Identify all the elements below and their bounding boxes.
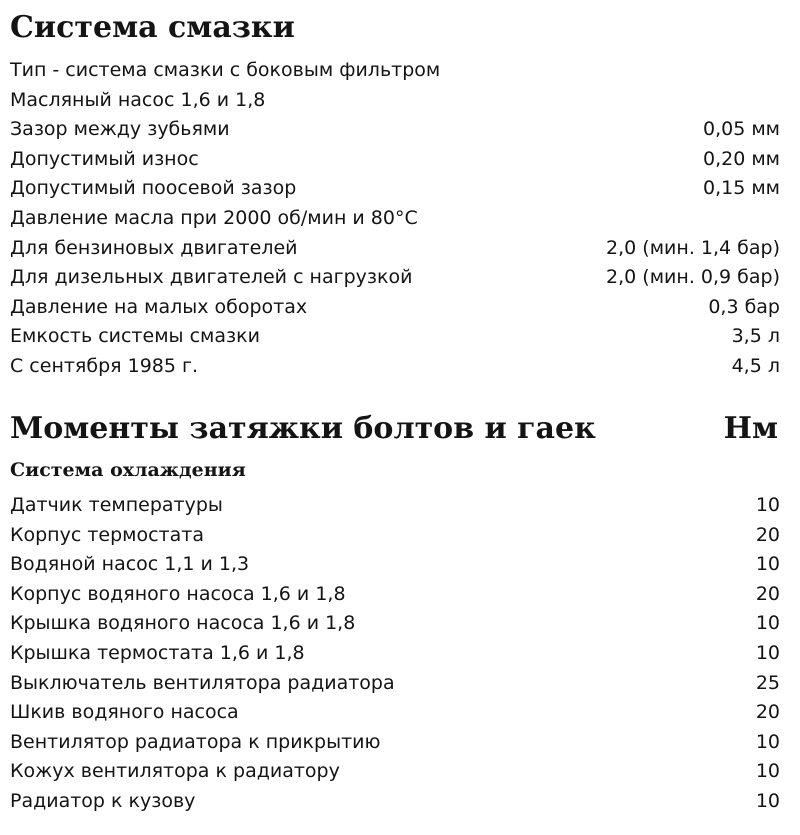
spec-label: Вентилятор радиатора к прикрытию [10,730,381,753]
spec-value: 10 [755,730,780,753]
spec-value: 2,0 (мин. 1,4 бар) [606,236,780,259]
spec-value: 2,0 (мин. 0,9 бар) [606,266,780,289]
spec-value: 10 [755,789,780,812]
spec-label: Давление масла при 2000 об/мин и 80°С [10,206,418,229]
spec-row [10,609,780,639]
spec-row [10,639,780,669]
spec-value: 20 [755,523,780,546]
spec-value: 10 [755,641,780,664]
spec-label: Емкость системы смазки [10,325,260,348]
spec-value: 20 [755,701,780,724]
spec-row [10,56,780,86]
spec-row [10,322,780,352]
spec-row [10,115,780,145]
spec-label: Выключатель вентилятора радиатора [10,671,395,694]
spec-value: 20 [755,582,780,605]
spec-value: 3,5 л [731,325,780,348]
torque-spec-list [10,491,780,817]
spec-row [10,234,780,264]
spec-label: Шкив водяного насоса [10,701,239,724]
spec-label: Крышка термостата 1,6 и 1,8 [10,641,305,664]
spec-label: Радиатор к кузову [10,789,196,812]
spec-value: 10 [755,553,780,576]
spec-label: Зазор между зубьями [10,118,230,141]
spec-label: Допустимый износ [10,147,199,170]
spec-row [10,669,780,699]
spec-value: 10 [755,760,780,783]
spec-value: 10 [755,612,780,635]
spec-row [10,263,780,293]
spec-row [10,757,780,787]
spec-label: Корпус водяного насоса 1,6 и 1,8 [10,582,346,605]
spec-row [10,86,780,116]
spec-row [10,352,780,382]
lubrication-heading: Система смазки [10,10,295,45]
torque-heading: Моменты затяжки болтов и гаек [10,411,596,446]
spec-row [10,491,780,521]
spec-label: Тип - система смазки с боковым фильтром [10,59,441,81]
spec-row [10,550,780,580]
spec-value: 0,05 мм [702,118,780,141]
spec-label: Допустимый поосевой зазор [10,177,297,200]
spec-value: 4,5 л [731,354,780,377]
spec-row [10,293,780,323]
spec-label: Датчик температуры [10,494,223,516]
spec-label: Крышка водяного насоса 1,6 и 1,8 [10,612,356,635]
spec-row [10,698,780,728]
cooling-system-subheading: Система охлаждения [10,459,246,481]
spec-value: 0,20 мм [702,147,780,170]
spec-label: Для дизельных двигателей с нагрузкой [10,266,413,289]
spec-label: Водяной насос 1,1 и 1,3 [10,553,250,576]
spec-label: Кожух вентилятора к радиатору [10,760,340,783]
spec-row [10,521,780,551]
spec-label: С сентября 1985 г. [10,354,199,377]
spec-value: 25 [755,671,780,694]
spec-row [10,145,780,175]
torque-unit-label: Нм [723,411,778,446]
spec-row [10,204,780,234]
spec-label: Масляный насос 1,6 и 1,8 [10,88,266,111]
spec-row [10,580,780,610]
spec-label: Корпус термостата [10,523,204,546]
spec-row [10,728,780,758]
spec-value: 0,15 мм [702,177,780,200]
spec-label: Для бензиновых двигателей [10,236,298,259]
lubrication-spec-list [10,56,780,382]
spec-value: 0,3 бар [708,295,780,318]
spec-value: 10 [755,494,780,516]
spec-row [10,787,780,817]
spec-label: Давление на малых оборотах [10,295,308,318]
spec-row [10,174,780,204]
